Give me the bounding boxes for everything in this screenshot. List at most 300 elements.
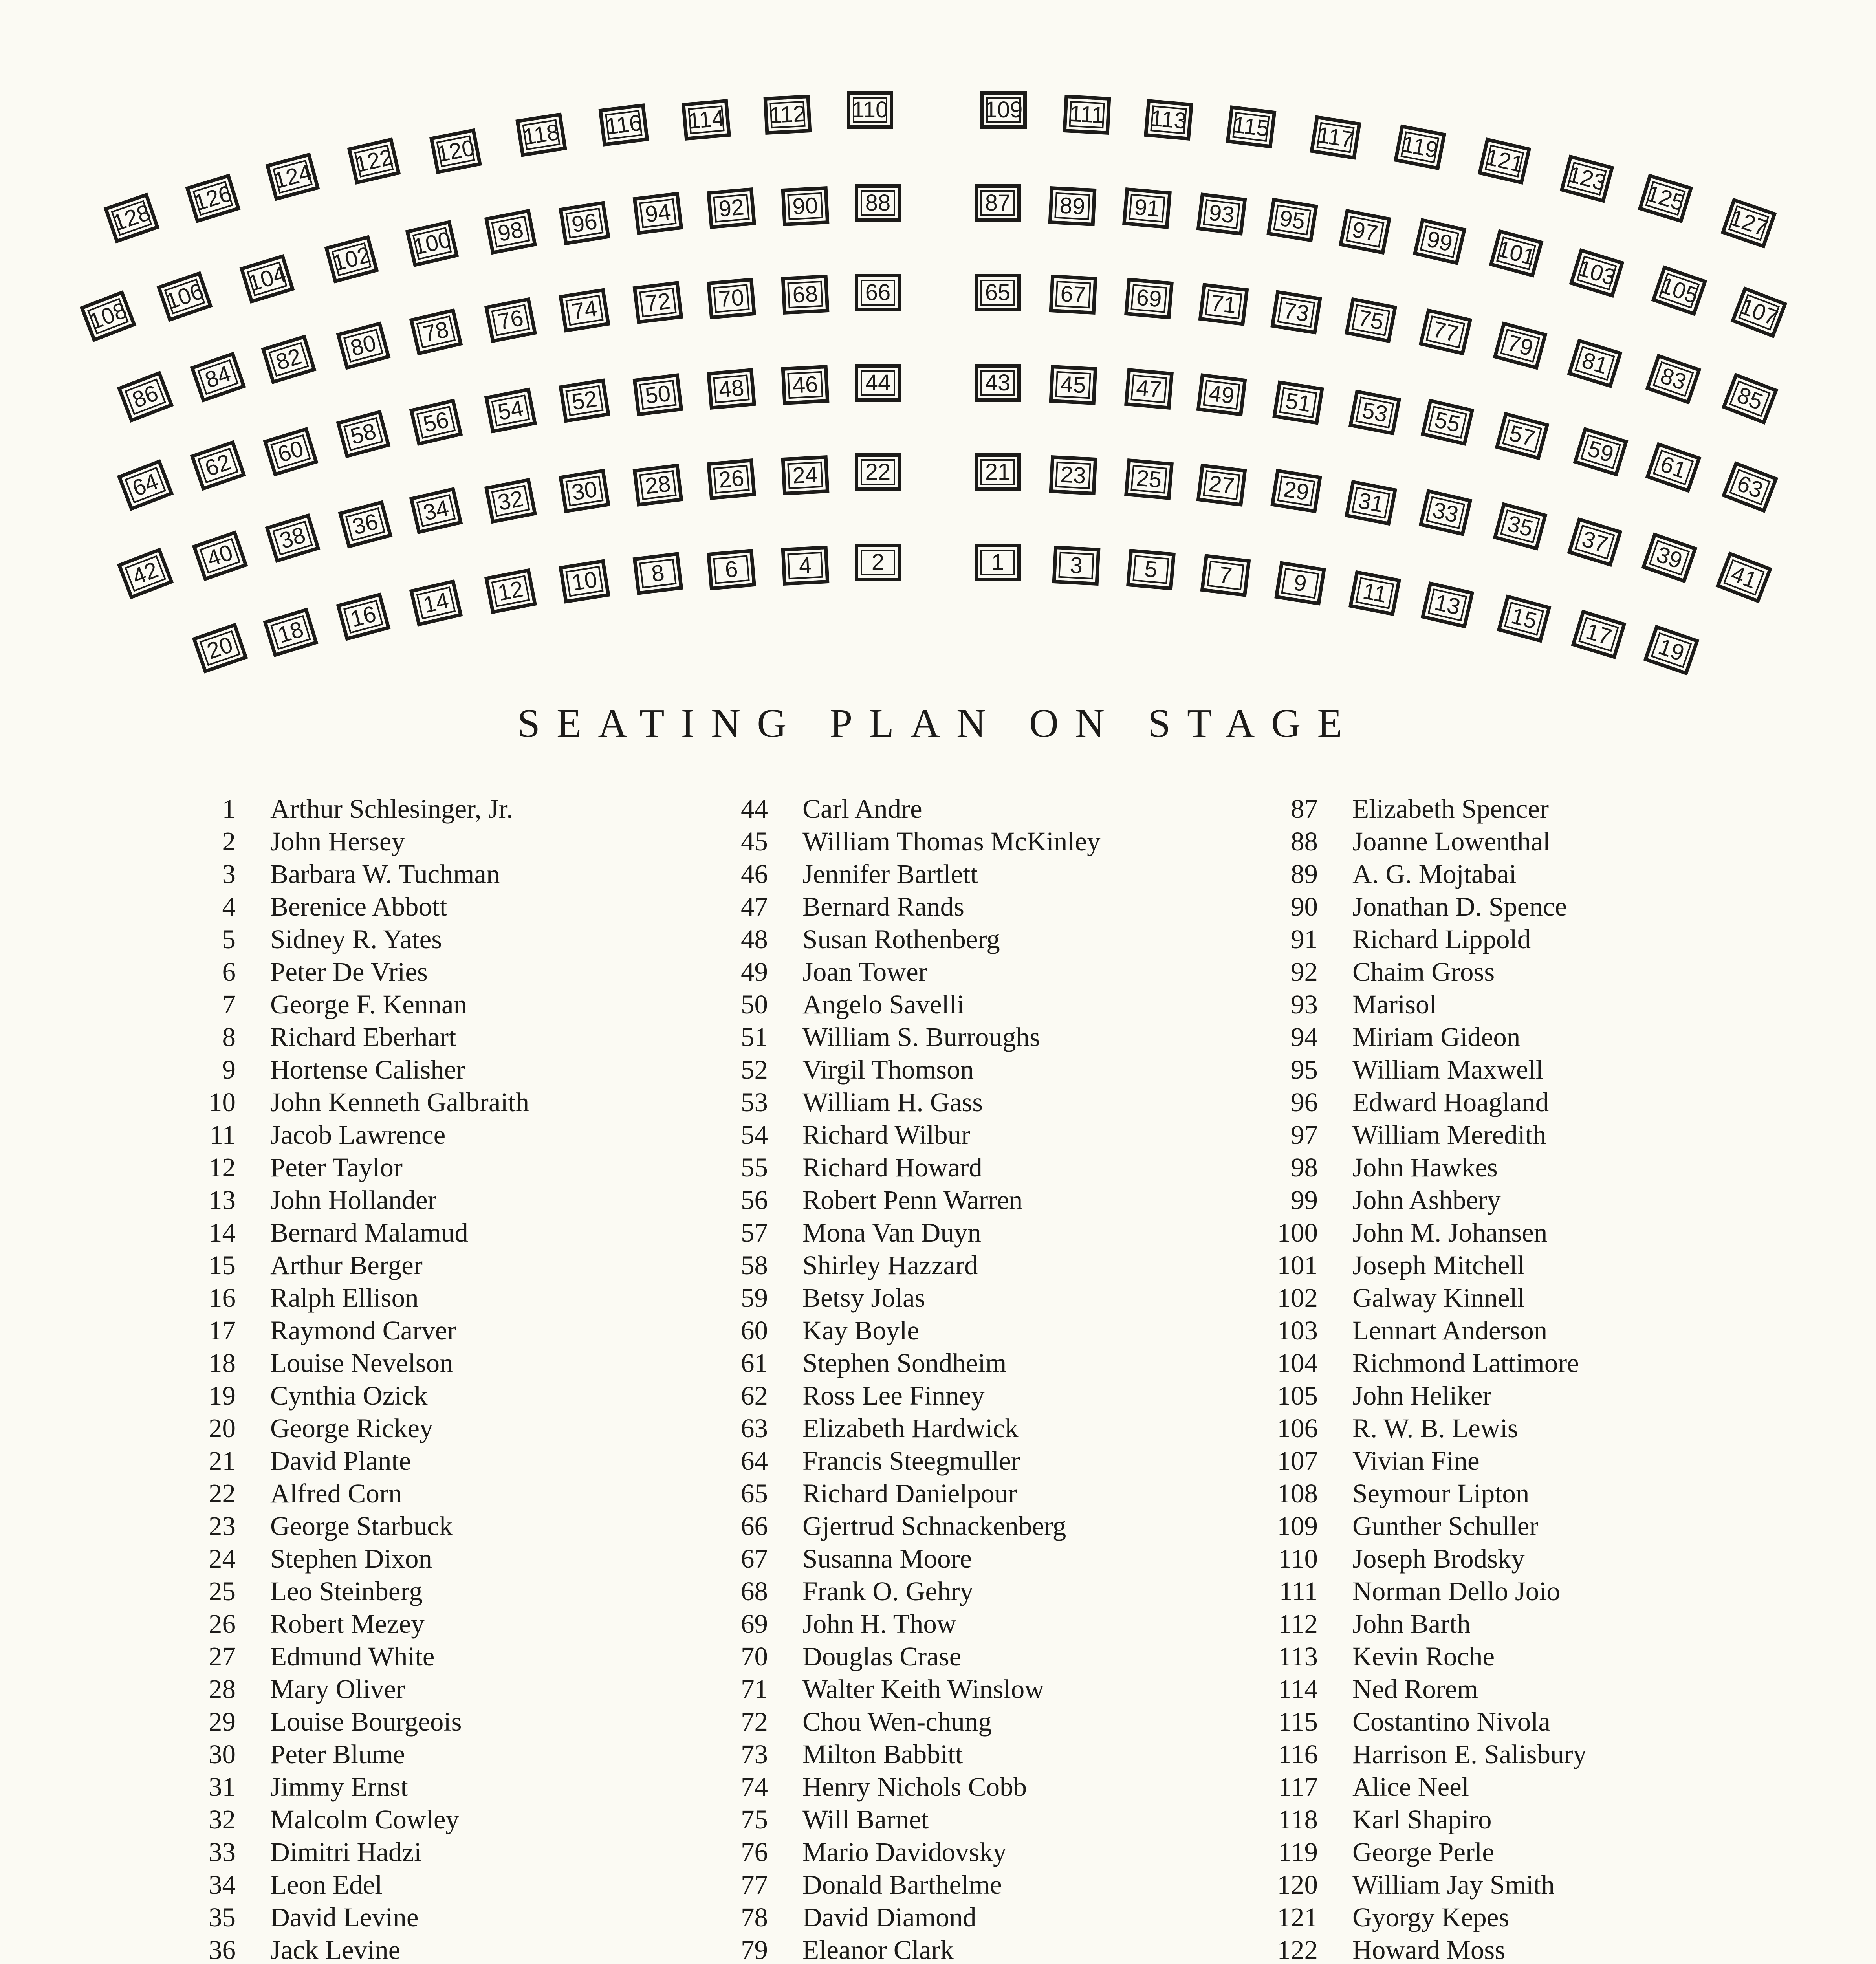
seat-21 [975,453,1021,491]
seat-number: 85 [1722,373,1779,425]
seat-list-row [725,1640,1101,1673]
seat-list-number: 72 [741,1707,768,1737]
seat-list-row [192,1836,529,1869]
seat-list-name: Arthur Berger [270,1250,423,1280]
seat-49 [1196,373,1247,416]
seat-list-number: 11 [209,1120,236,1150]
seat-list-number: 93 [1291,989,1318,1019]
seat-list-number: 13 [209,1185,236,1215]
seat-52 [559,378,610,423]
seat-list-name: Carl Andre [802,794,922,824]
seat-list-row [725,1543,1101,1575]
seat-45 [1049,365,1097,405]
seat-number: 21 [975,453,1021,491]
seat-number: 56 [409,399,463,446]
seat-list-number: 58 [741,1250,768,1280]
seat-number: 101 [1489,229,1544,277]
seat-list-name: Lennart Anderson [1352,1315,1548,1345]
seat-list-number: 7 [222,989,236,1019]
seat-list-name: Howard Moss [1352,1935,1506,1964]
seat-list-row [192,1086,529,1119]
seat-list-number: 76 [741,1837,768,1867]
seat-list-row [1275,1575,1599,1608]
seat-number: 2 [855,544,901,581]
seat-list-number: 45 [741,826,768,856]
seat-list-row [725,988,1101,1021]
seat-list-name: Mario Davidovsky [802,1837,1007,1867]
seat-97 [1339,209,1391,255]
seat-list-row [725,923,1101,956]
seat-119 [1394,125,1446,170]
seat-number: 71 [1198,283,1249,326]
seat-list-name: Gyorgy Kepes [1352,1902,1510,1932]
seat-list-name: Chaim Gross [1352,957,1495,987]
seat-number: 44 [855,364,901,402]
seat-108 [80,290,137,342]
seat-list-row [725,1510,1101,1543]
seat-number: 8 [633,552,683,595]
seat-93 [1196,192,1247,236]
seat-list-row [725,1901,1101,1934]
seat-list-number: 104 [1277,1348,1318,1378]
seat-number: 45 [1049,365,1097,405]
seat-37 [1567,517,1623,567]
seat-list-row [1275,1836,1599,1869]
seat-number: 32 [484,478,537,524]
seat-94 [633,192,683,235]
seat-number: 76 [484,297,537,343]
seat-number: 91 [1122,187,1172,229]
seat-number: 126 [185,174,241,223]
seat-list-number: 74 [741,1772,768,1802]
seat-list-name: Shirley Hazzard [802,1250,978,1280]
seat-113 [1144,99,1193,141]
seat-list-column-1 [192,793,529,1964]
seat-list-row [1275,1217,1599,1249]
seat-number: 7 [1200,554,1251,597]
seat-92 [707,187,756,229]
seat-number: 13 [1421,581,1475,628]
seat-list-number: 29 [209,1707,236,1737]
seat-number: 35 [1493,502,1548,550]
seat-list-number: 113 [1278,1642,1318,1671]
seat-list-row [1275,956,1599,988]
seat-list-name: Angelo Savelli [802,989,965,1019]
seat-list-name: Galway Kinnell [1352,1283,1525,1313]
seat-list-row [725,1445,1101,1477]
seat-list-number: 62 [741,1381,768,1411]
seat-18 [263,608,319,657]
seat-list-number: 67 [741,1544,768,1574]
seat-57 [1495,412,1550,460]
seat-list-name: Robert Penn Warren [802,1185,1023,1215]
seat-126 [185,174,241,223]
seat-11 [1348,570,1401,616]
seat-list-name: Joseph Brodsky [1352,1544,1525,1574]
seat-list-number: 48 [741,924,768,954]
seat-36 [338,500,393,548]
seat-list-row [192,1151,529,1184]
seat-list-row [725,1151,1101,1184]
seat-list-row [1275,1477,1599,1510]
seat-list-row [1275,1184,1599,1217]
seat-list-number: 55 [741,1152,768,1182]
seat-number: 72 [633,281,683,324]
seat-number: 75 [1345,297,1397,343]
seat-number: 59 [1573,427,1629,476]
seat-6 [707,549,756,590]
seat-number: 41 [1716,551,1773,603]
seat-number: 122 [347,137,401,185]
seat-list-name: George Starbuck [270,1511,453,1541]
seat-number: 22 [855,453,901,491]
seat-number: 27 [1196,464,1247,507]
seat-list-row [1275,1086,1599,1119]
seat-list-row [725,1053,1101,1086]
seat-list-number: 87 [1291,794,1318,824]
seat-3 [1052,546,1101,586]
seat-list-name: Virgil Thomson [802,1055,974,1085]
seat-list-name: John Hawkes [1352,1152,1498,1182]
seat-list-row [725,890,1101,923]
seat-list-name: George F. Kennan [270,989,467,1019]
seat-number: 114 [682,99,731,141]
seat-list-name: Kevin Roche [1352,1642,1495,1671]
seat-32 [484,478,537,524]
seat-41 [1716,551,1773,603]
seat-list-name: Ross Lee Finney [802,1381,985,1411]
seat-number: 80 [336,321,391,370]
seat-list-row [725,1282,1101,1314]
seat-list-number: 78 [741,1902,768,1932]
seat-list-row [1275,1021,1599,1053]
seat-list-name: Joanne Lowenthal [1352,826,1550,856]
seat-list-name: Leo Steinberg [270,1576,423,1606]
seat-list-row [725,1771,1101,1803]
seat-list-row [1275,1380,1599,1412]
seat-list-row [1275,1053,1599,1086]
seat-38 [265,513,321,563]
seat-79 [1493,321,1548,370]
seat-number: 117 [1310,115,1361,159]
seat-list-row [1275,1673,1599,1706]
seat-list-row [725,825,1101,858]
seat-list-row [725,1217,1101,1249]
seat-81 [1567,339,1623,388]
seat-number: 111 [1063,95,1111,135]
seat-number: 106 [157,271,213,322]
page-title: SEATING PLAN ON STAGE [517,701,1359,746]
seat-list-row [192,1575,529,1608]
seat-68 [781,275,830,315]
seat-list-number: 75 [741,1805,768,1834]
seat-list-name: Richard Eberhart [270,1022,456,1052]
seat-list-number: 109 [1277,1511,1318,1541]
seat-number: 54 [484,388,537,434]
seat-list-number: 63 [741,1413,768,1443]
seat-list-number: 92 [1291,957,1318,987]
seat-list-number: 2 [222,826,236,856]
seat-list-row [725,956,1101,988]
seat-66 [855,274,901,311]
seat-23 [1049,455,1097,495]
seat-8 [633,552,683,595]
seat-number: 20 [192,623,248,673]
seat-diagram [0,0,1876,683]
seat-list-number: 44 [741,794,768,824]
seat-list-row [192,1053,529,1086]
seat-number: 25 [1124,458,1174,500]
seat-list-row [725,1314,1101,1347]
seat-87 [975,184,1021,222]
seat-number: 105 [1651,265,1707,316]
seat-list-name: John Kenneth Galbraith [270,1087,529,1117]
seat-40 [192,530,248,581]
seat-list-name: Chou Wen-chung [802,1707,992,1737]
seat-10 [559,559,610,603]
seat-list-number: 10 [209,1087,236,1117]
seat-list-number: 111 [1279,1576,1318,1606]
seat-list-number: 53 [741,1087,768,1117]
seat-number: 29 [1270,469,1322,513]
seat-list-name: Arthur Schlesinger, Jr. [270,794,513,824]
seat-104 [240,254,295,304]
seat-4 [781,546,830,586]
seat-number: 57 [1495,412,1550,460]
seat-number: 64 [117,459,174,511]
seat-29 [1270,469,1322,513]
seat-list-name: William Maxwell [1352,1055,1543,1085]
seat-list-name: Henry Nichols Cobb [802,1772,1027,1802]
seat-number: 77 [1419,308,1473,355]
seat-74 [559,288,610,332]
seat-list-name: Stephen Dixon [270,1544,432,1574]
seat-list-name: Richard Howard [802,1152,982,1182]
seat-list-number: 90 [1291,892,1318,922]
seat-list-number: 71 [741,1674,768,1704]
seat-number: 103 [1569,248,1625,298]
seat-46 [781,365,830,405]
seat-list-name: Gunther Schuller [1352,1511,1539,1541]
seat-61 [1645,442,1702,493]
seat-list-row [1275,825,1599,858]
seat-list-number: 79 [741,1935,768,1964]
seat-112 [764,95,812,135]
seat-85 [1722,373,1779,425]
seat-102 [324,235,379,283]
seat-35 [1493,502,1548,550]
seat-list-row [725,1934,1101,1964]
seat-list-number: 122 [1277,1935,1318,1964]
seat-list-name: Richmond Lattimore [1352,1348,1579,1378]
seat-list-row [1275,1771,1599,1803]
seat-list-number: 31 [209,1772,236,1802]
seat-number: 123 [1560,154,1614,203]
seat-list-number: 3 [222,859,236,889]
seat-number: 99 [1413,218,1467,265]
seat-list-number: 34 [209,1870,236,1900]
seat-117 [1310,115,1361,159]
seat-list-name: R. W. B. Lewis [1352,1413,1518,1443]
seat-list-name: Kay Boyle [802,1315,920,1345]
seat-number: 17 [1571,610,1627,659]
seat-88 [855,184,901,222]
seat-95 [1266,198,1318,242]
seat-number: 61 [1645,442,1702,493]
seat-number: 63 [1722,461,1779,513]
seat-list-name: Francis Steegmuller [802,1446,1020,1476]
seat-list-name: Berenice Abbott [270,892,447,922]
seat-51 [1272,380,1324,425]
seat-list-row [725,1608,1101,1640]
seat-list-row [725,1575,1101,1608]
seat-number: 109 [980,91,1027,129]
seat-71 [1198,283,1249,326]
seat-list-number: 28 [209,1674,236,1704]
seat-list-number: 27 [209,1642,236,1671]
seat-list-number: 26 [209,1609,236,1639]
seat-list-row [1275,1869,1599,1901]
seat-list-number: 46 [741,859,768,889]
seat-number: 9 [1274,561,1326,605]
seat-list-name: William H. Gass [802,1087,983,1117]
seat-list-row [1275,1934,1599,1964]
seat-list-number: 30 [209,1739,236,1769]
seat-number: 37 [1567,517,1623,567]
seat-list-name: Robert Mezey [270,1609,425,1639]
seat-list-name: Douglas Crase [802,1642,962,1671]
seat-list-name: Elizabeth Hardwick [802,1413,1019,1443]
seat-28 [633,464,683,507]
seat-list-row [192,1640,529,1673]
seat-list-number: 23 [209,1511,236,1541]
seat-list-name: Raymond Carver [270,1315,456,1345]
seat-list-name: John Hersey [270,826,405,856]
seat-number: 50 [633,373,683,416]
seat-106 [157,271,213,322]
seat-list-number: 56 [741,1185,768,1215]
seat-list-number: 95 [1291,1055,1318,1085]
seat-103 [1569,248,1625,298]
seat-number: 33 [1419,489,1473,536]
seat-list-row [1275,1901,1599,1934]
seat-101 [1489,229,1544,277]
seat-number: 107 [1731,286,1788,338]
seat-number: 116 [599,103,649,147]
seat-list-name: Gjertrud Schnackenberg [802,1511,1066,1541]
seat-list-name: Leon Edel [270,1870,383,1900]
seat-69 [1124,278,1174,319]
seat-number: 127 [1721,198,1777,248]
seat-list-name: Will Barnet [802,1805,929,1834]
seat-number: 30 [559,469,610,513]
seat-list-row [192,988,529,1021]
seat-list-name: Bernard Malamud [270,1218,468,1248]
seat-list-name: Edward Hoagland [1352,1087,1549,1117]
seat-list-name: Eleanor Clark [802,1935,954,1964]
seat-48 [707,368,756,410]
seat-list-name: Joseph Mitchell [1352,1250,1525,1280]
seat-list-name: William S. Burroughs [802,1022,1040,1052]
seat-list-number: 116 [1278,1739,1318,1769]
seat-list-row [1275,1706,1599,1738]
seat-list-row [192,1510,529,1543]
seat-number: 73 [1270,290,1322,334]
seat-number: 4 [781,546,830,586]
seat-list-number: 22 [209,1478,236,1508]
seat-list-row [725,1021,1101,1053]
seat-number: 87 [975,184,1021,222]
seat-number: 104 [240,254,295,304]
seat-14 [409,579,463,627]
seat-list-number: 47 [741,892,768,922]
seat-list-number: 115 [1278,1707,1318,1737]
seat-number: 128 [104,192,160,243]
seat-list-row [725,793,1101,825]
seat-17 [1571,610,1627,659]
seat-number: 5 [1126,549,1176,590]
seat-list-row [725,1738,1101,1771]
seat-list-number: 101 [1277,1250,1318,1280]
seat-62 [190,440,246,491]
seat-number: 74 [559,288,610,332]
seat-list-name: Seymour Lipton [1352,1478,1530,1508]
seat-list-name: Jennifer Bartlett [802,859,978,889]
seat-list-number: 32 [209,1805,236,1834]
seat-19 [1643,625,1700,675]
seat-list-number: 4 [222,892,236,922]
seat-list-name: David Diamond [802,1902,976,1932]
seat-list-name: George Perle [1352,1837,1494,1867]
seat-list-row [192,956,529,988]
seat-list-number: 117 [1278,1772,1318,1802]
seat-list-name: Susanna Moore [802,1544,972,1574]
seat-list-name: Edmund White [270,1642,435,1671]
seat-list-row [1275,858,1599,890]
seat-number: 94 [633,192,683,235]
seat-number: 82 [261,335,317,384]
seat-number: 98 [484,209,537,255]
seat-list-number: 12 [209,1152,236,1182]
seat-123 [1560,154,1614,203]
seat-84 [190,352,246,402]
seat-list-row [192,1217,529,1249]
seat-number: 47 [1124,368,1174,410]
seat-number: 110 [847,91,893,129]
seat-number: 36 [338,500,393,548]
seat-73 [1270,290,1322,334]
seat-list-number: 18 [209,1348,236,1378]
seat-list-row [725,1184,1101,1217]
seat-86 [117,371,174,423]
seat-116 [599,103,649,147]
seat-number: 18 [263,608,319,657]
seat-list-number: 35 [209,1902,236,1932]
seat-list-row [1275,923,1599,956]
seat-list-name: William Thomas McKinley [802,826,1101,856]
seat-list-row [725,858,1101,890]
seat-list-name: Joan Tower [802,957,927,987]
seat-list-number: 15 [209,1250,236,1280]
seat-39 [1642,532,1698,583]
seat-number: 53 [1348,390,1401,436]
seat-13 [1421,581,1475,628]
seat-98 [484,209,537,255]
seat-number: 49 [1196,373,1247,416]
seat-list-number: 50 [741,989,768,1019]
seat-22 [855,453,901,491]
seat-list-number: 94 [1291,1022,1318,1052]
